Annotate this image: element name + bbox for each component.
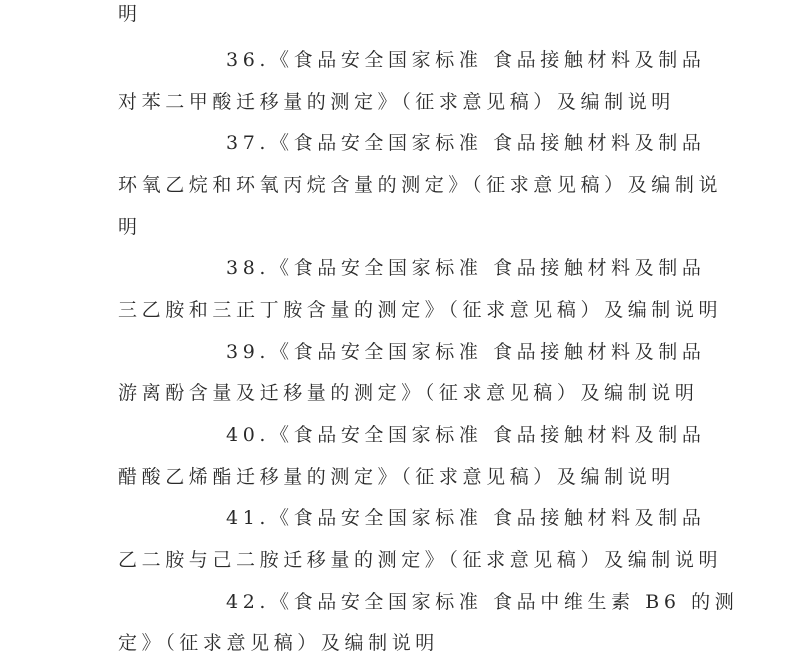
item-42-line-2: 定》（征求意见稿）及编制说明 xyxy=(118,632,439,654)
item-42-line-1: 42.《食品安全国家标准 食品中维生素 B6 的测 xyxy=(226,591,739,613)
item-37-line-1: 37.《食品安全国家标准 食品接触材料及制品 xyxy=(226,132,706,154)
item-39-line-2: 游离酚含量及迁移量的测定》（征求意见稿）及编制说明 xyxy=(118,382,699,404)
item-40-line-1: 40.《食品安全国家标准 食品接触材料及制品 xyxy=(226,424,706,446)
item-38-line-2: 三乙胺和三正丁胺含量的测定》（征求意见稿）及编制说明 xyxy=(118,299,723,321)
item-36-line-1: 36.《食品安全国家标准 食品接触材料及制品 xyxy=(226,49,706,71)
item-41-line-2: 乙二胺与己二胺迁移量的测定》（征求意见稿）及编制说明 xyxy=(118,549,723,571)
item-41-line-1: 41.《食品安全国家标准 食品接触材料及制品 xyxy=(226,507,706,529)
item-36-line-2: 对苯二甲酸迁移量的测定》（征求意见稿）及编制说明 xyxy=(118,91,675,113)
item-37-line-2: 环氧乙烷和环氧丙烷含量的测定》（征求意见稿）及编制说 xyxy=(118,174,723,196)
text-line-continuation: 明 xyxy=(118,3,142,25)
item-40-line-2: 醋酸乙烯酯迁移量的测定》（征求意见稿）及编制说明 xyxy=(118,466,675,488)
item-39-line-1: 39.《食品安全国家标准 食品接触材料及制品 xyxy=(226,341,706,363)
item-38-line-1: 38.《食品安全国家标准 食品接触材料及制品 xyxy=(226,257,706,279)
item-37-line-3: 明 xyxy=(118,216,142,238)
